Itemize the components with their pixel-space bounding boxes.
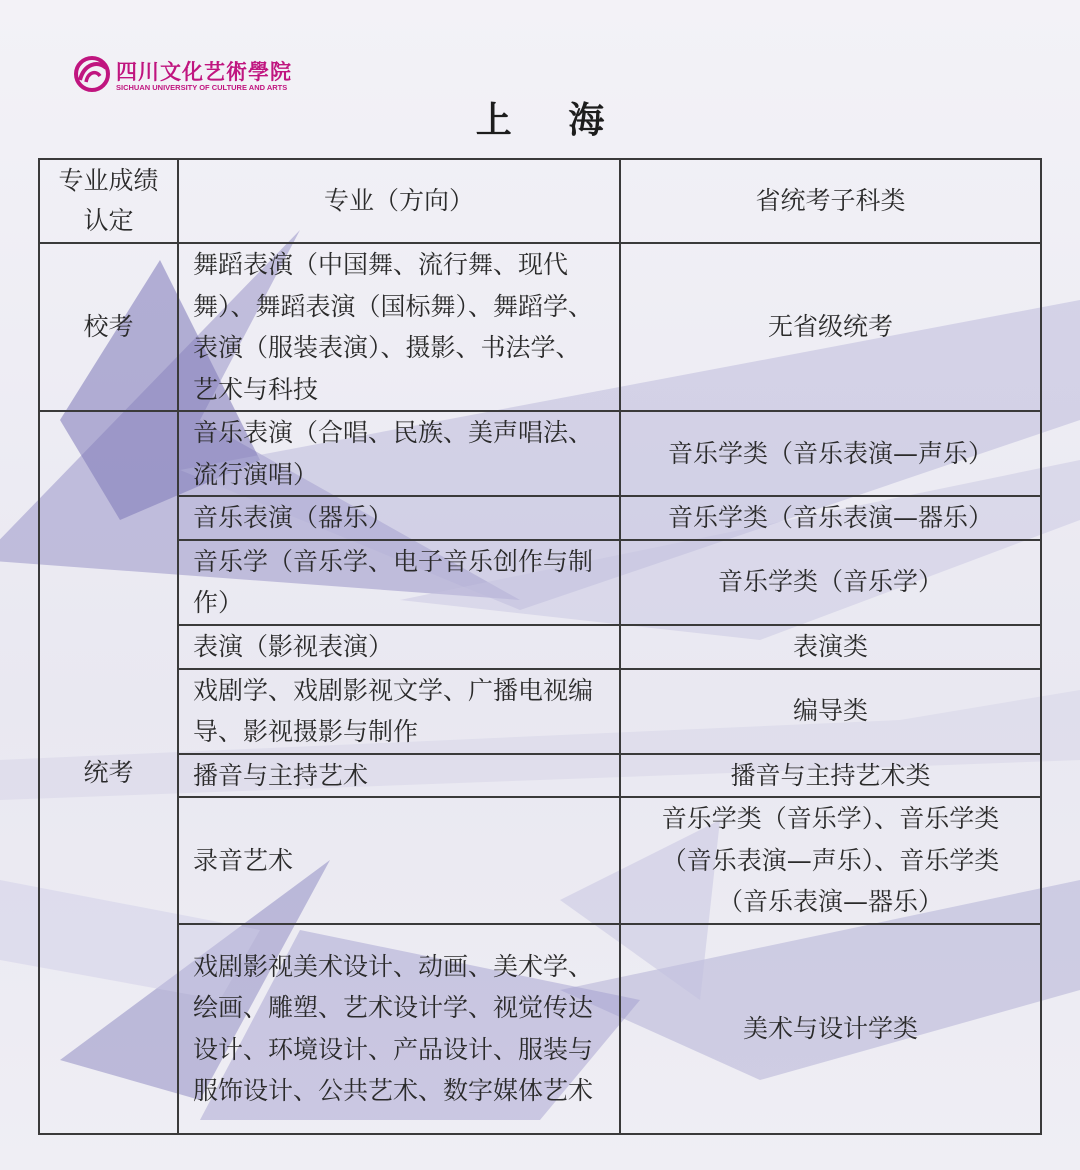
major-cell: 音乐表演（器乐） [178, 496, 620, 540]
table-row [39, 496, 1041, 540]
table-row [39, 754, 1041, 798]
header-major: 专业（方向） [178, 159, 620, 243]
major-table [38, 158, 1042, 1135]
header-subject-class: 省统考子科类 [620, 159, 1041, 243]
subject-cell: 音乐学类（音乐学） [620, 540, 1041, 625]
table-row [39, 540, 1041, 625]
header-score-recognition: 专业成绩认定 [39, 159, 178, 243]
table-row [39, 625, 1041, 669]
table-row [39, 243, 1041, 411]
major-cell: 戏剧影视美术设计、动画、美术学、绘画、雕塑、艺术设计学、视觉传达设计、环境设计、产品设计、服装与服饰设计、公共艺术、数字媒体艺术 [178, 924, 620, 1134]
subject-cell: 音乐学类（音乐学）、音乐学类（音乐表演—声乐）、音乐学类（音乐表演—器乐） [620, 797, 1041, 924]
major-cell: 表演（影视表演） [178, 625, 620, 669]
subject-cell: 音乐学类（音乐表演—器乐） [620, 496, 1041, 540]
category-cell: 统考 [39, 411, 178, 1134]
table-row [39, 797, 1041, 924]
category-cell: 校考 [39, 243, 178, 411]
page-title: 上 海 [475, 100, 627, 141]
major-cell: 播音与主持艺术 [178, 754, 620, 798]
logo-emblem-icon [70, 50, 114, 94]
logo-name-en: SICHUAN UNIVERSITY OF CULTURE AND ARTS [116, 83, 288, 92]
subject-cell: 音乐学类（音乐表演—声乐） [620, 411, 1041, 496]
major-cell: 音乐表演（合唱、民族、美声唱法、流行演唱） [178, 411, 620, 496]
subject-cell: 编导类 [620, 669, 1041, 754]
major-cell: 录音艺术 [178, 797, 620, 924]
subject-cell: 表演类 [620, 625, 1041, 669]
major-cell: 音乐学（音乐学、电子音乐创作与制作） [178, 540, 620, 625]
subject-cell: 无省级统考 [620, 243, 1041, 411]
subject-cell: 播音与主持艺术类 [620, 754, 1041, 798]
logo-name-cn: 四川文化艺術學院 [116, 59, 292, 84]
subject-cell: 美术与设计学类 [620, 924, 1041, 1134]
major-cell: 戏剧学、戏剧影视文学、广播电视编导、影视摄影与制作 [178, 669, 620, 754]
major-cell: 舞蹈表演（中国舞、流行舞、现代舞）、舞蹈表演（国标舞）、舞蹈学、表演（服装表演）、摄影、书法学、艺术与科技 [178, 243, 620, 411]
table-header-row [39, 159, 1041, 243]
table-row [39, 669, 1041, 754]
table-row [39, 411, 1041, 496]
table-row [39, 924, 1041, 1134]
